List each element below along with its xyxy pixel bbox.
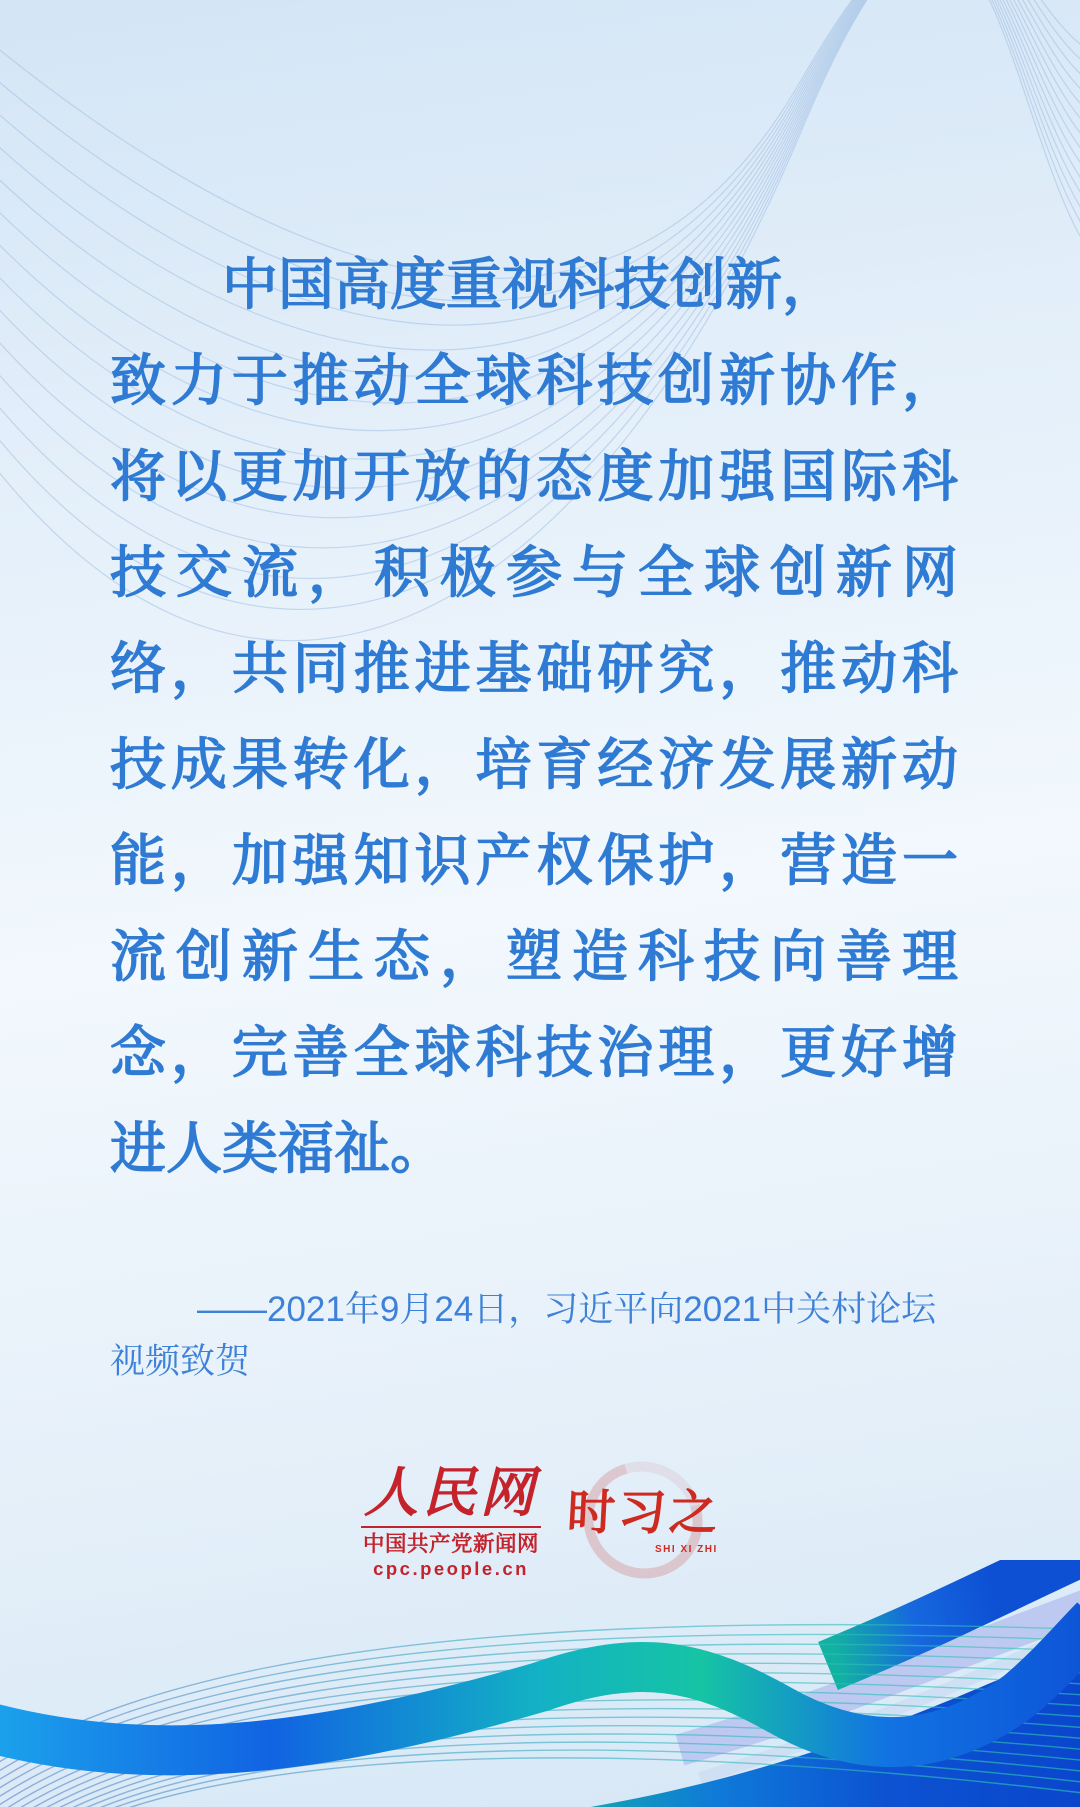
cpc-news-site-url: cpc.people.cn xyxy=(373,1558,529,1579)
shixizhi-wordmark: 时习之 xyxy=(565,1487,722,1540)
bottom-wave-ribbons xyxy=(0,1560,1080,1807)
attribution xyxy=(110,1284,958,1388)
quote-line: 技 成 果 转 化 ， 培 育 经 济 发 展 新 动 xyxy=(110,735,958,797)
quote-line: 念 ， 完 善 全 球 科 技 治 理 ， 更 好 增 xyxy=(110,1023,958,1085)
quote-line: 致 力 于 推 动 全 球 科 技 创 新 协 作 ， xyxy=(110,351,958,413)
quote-block xyxy=(110,238,958,1198)
shixizhi-latin-caption: SHI XI ZHI xyxy=(655,1544,718,1555)
quote-line: 将 以 更 加 开 放 的 态 度 加 强 国 际 科 xyxy=(110,447,958,509)
attribution-line-2: 视频致贺 xyxy=(110,1342,251,1381)
peoples-daily-logo xyxy=(361,1462,541,1580)
quote-line: 络 ， 共 同 推 进 基 础 研 究 ， 推 动 科 xyxy=(110,639,958,701)
shixizhi-logo xyxy=(565,1462,722,1590)
logo-divider-line xyxy=(361,1526,541,1528)
cpc-news-site-name: 中国共产党新闻网 xyxy=(362,1532,539,1556)
peoples-daily-script-wordmark: 人民网 xyxy=(364,1463,538,1523)
attribution-line-1: ——2021年9月24日，习近平向2021中关村论坛 xyxy=(197,1290,937,1329)
quote-line: 进人类福祉。 xyxy=(110,1119,446,1181)
quote-line: 流 创 新 生 态 ， 塑 造 科 技 向 善 理 xyxy=(110,927,958,989)
quote-line: 技 交 流 ， 积 极 参 与 全 球 创 新 网 xyxy=(110,543,958,605)
quote-line: 能 ， 加 强 知 识 产 权 保 护 ， 营 造 一 xyxy=(110,831,958,893)
quote-line: 中国高度重视科技创新， xyxy=(222,255,838,317)
logo-row xyxy=(0,1462,1080,1590)
